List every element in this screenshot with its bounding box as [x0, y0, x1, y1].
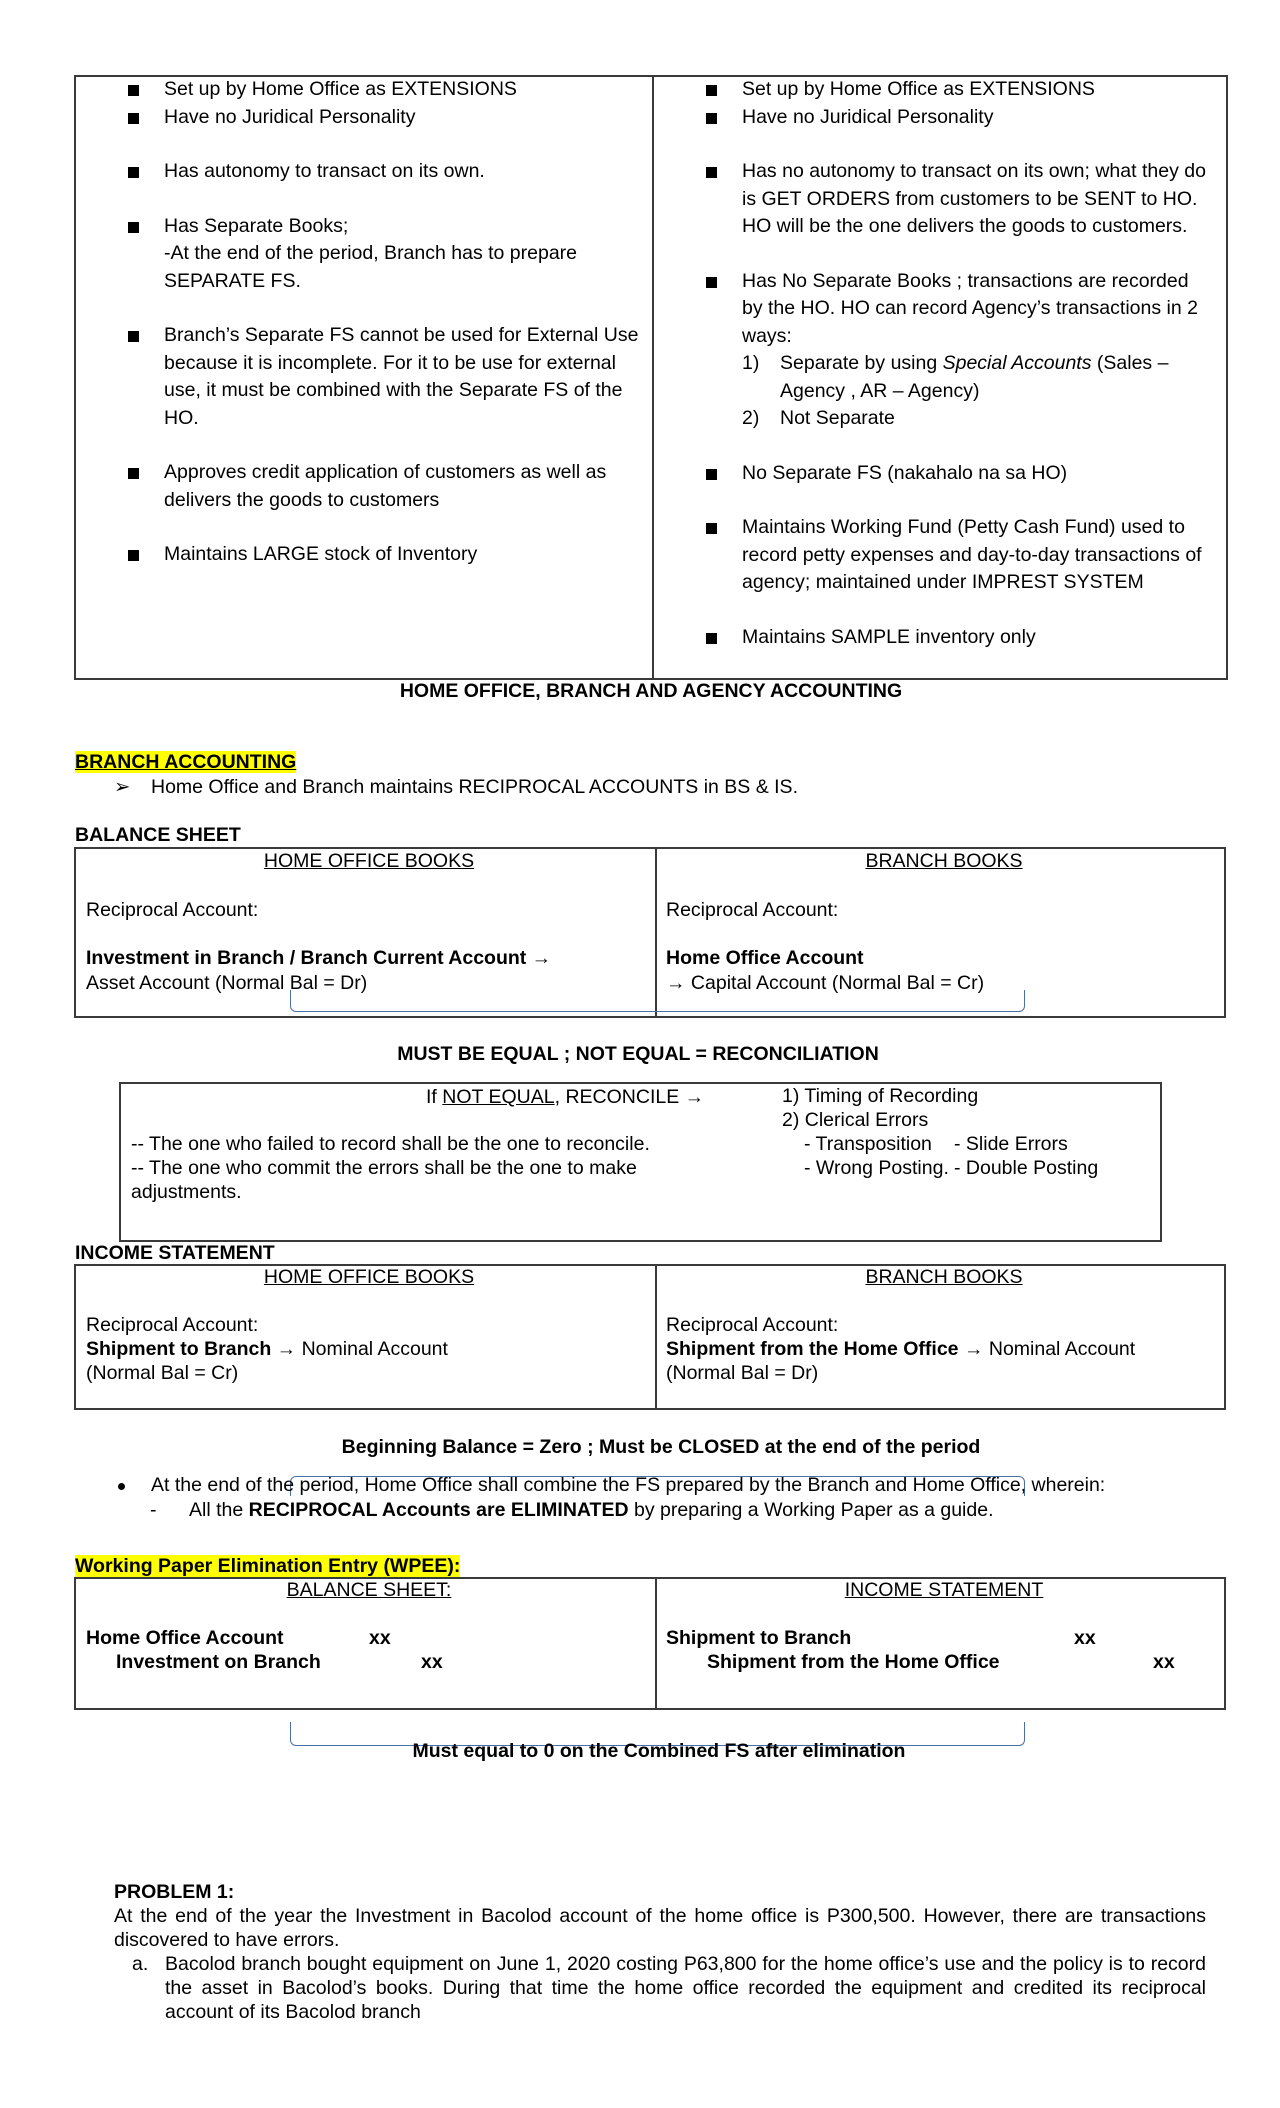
- list-item: Has No Separate Books ; transactions are recorded by the HO. HO can record Agency’s transactions in 2 ways: 1) Separate by using Special Accounts (Sales – Agency , AR – Agency) 2) Not Separate: [654, 268, 1226, 433]
- list-item: Have no Juridical Personality: [654, 104, 1226, 132]
- section-heading: BRANCH ACCOUNTING: [75, 751, 297, 773]
- wpee-heading: Working Paper Elimination Entry (WPEE):: [75, 1555, 461, 1577]
- reciprocal-label: Reciprocal Account:: [86, 1314, 259, 1336]
- journal-credit-line: Shipment from the Home Office xx: [707, 1651, 1175, 1673]
- list-item: Maintains LARGE stock of Inventory: [76, 541, 650, 569]
- income-statement-divider: [655, 1264, 657, 1410]
- list-item: Set up by Home Office as EXTENSIONS: [654, 76, 1226, 104]
- reciprocal-label: Reciprocal Account:: [666, 898, 839, 921]
- list-item: No Separate FS (nakahalo na sa HO): [654, 460, 1226, 488]
- beginning-balance-note: Beginning Balance = Zero ; Must be CLOSED at the end of the period: [341, 1436, 981, 1458]
- reconcile-causes: 1) Timing of Recording 2) Clerical Errors - Transposition - Slide Errors - Wrong Posting. - Double Posting: [782, 1085, 1099, 1179]
- list-item: Maintains Working Fund (Petty Cash Fund) used to record petty expenses and day-to-day transactions of agency; maintained under IMPREST SYSTEM: [654, 514, 1226, 597]
- balance-sheet-label: BALANCE SHEET: [75, 824, 241, 846]
- branch-books-cell: BRANCH BOOKS Reciprocal Account: Shipment from the Home Office → Nominal Account (Normal Bal = Dr): [666, 1265, 1222, 1385]
- reciprocal-account-name: Home Office Account: [666, 947, 864, 969]
- account-type: Asset Account (Normal Bal = Dr): [86, 971, 368, 994]
- branch-books-header: BRANCH BOOKS: [865, 850, 1023, 872]
- reciprocal-bullet: ➢ Home Office and Branch maintains RECIPROCAL ACCOUNTS in BS & IS.: [114, 774, 798, 802]
- branch-column: [76, 76, 650, 596]
- ho-books-header: HOME OFFICE BOOKS: [263, 1266, 475, 1288]
- elimination-note: Must equal to 0 on the Combined FS after elimination: [412, 1740, 906, 1762]
- wpee-is-header: INCOME STATEMENT: [844, 1579, 1044, 1601]
- wpee-income-statement-cell: [666, 1578, 1222, 1674]
- journal-debit-line: Home Office Account xx: [86, 1627, 391, 1649]
- wpee-bs-header: BALANCE SHEET:: [286, 1579, 452, 1601]
- reciprocal-label: Reciprocal Account:: [86, 898, 259, 921]
- problem-section: [114, 1880, 1206, 2024]
- must-equal-note: MUST BE EQUAL ; NOT EQUAL = RECONCILIATION: [397, 1043, 879, 1065]
- journal-debit-line: Shipment to Branch xx: [666, 1627, 1096, 1649]
- arrow-bullet-icon: ➢: [114, 776, 131, 798]
- normal-balance: (Normal Bal = Dr): [666, 1362, 819, 1384]
- bullet-dot-icon: [118, 1483, 125, 1490]
- list-item: Branch’s Separate FS cannot be used for External Use because it is incomplete. For it to be use for external use, it must be combined with the Separate FS of the HO.: [76, 322, 650, 432]
- account-type: → Capital Account (Normal Bal = Cr): [666, 971, 985, 994]
- reciprocal-account-name: Investment in Branch / Branch Current Account: [86, 947, 527, 969]
- reconcile-condition: If NOT EQUAL, RECONCILE →: [426, 1086, 705, 1108]
- list-item: Has no autonomy to transact on its own; what they do is GET ORDERS from customers to be SENT to HO. HO will be the one delivers the goods to customers.: [654, 158, 1226, 241]
- reconcile-rule-1: -- The one who failed to record shall be the one to reconcile.: [131, 1133, 650, 1155]
- reciprocal-label: Reciprocal Account:: [666, 1314, 839, 1336]
- agency-record-ways: [742, 350, 1206, 433]
- problem-item-a: a. Bacolod branch bought equipment on June 1, 2020 costing P63,800 for the home office’s use and the policy is to record the asset in Bacolod’s books. During that time the home office recorded the equipment and credited its reciprocal account of its Bacolod branch: [132, 1953, 1206, 2023]
- ho-books-cell: [86, 848, 652, 997]
- list-item: 1) Separate by using Special Accounts (Sales – Agency , AR – Agency): [742, 352, 1169, 402]
- journal-credit-line: Investment on Branch xx: [116, 1651, 443, 1673]
- comparison-caption: HOME OFFICE, BRANCH AND AGENCY ACCOUNTING: [399, 680, 903, 702]
- list-item: Has Separate Books; -At the end of the period, Branch has to prepare SEPARATE FS.: [76, 213, 650, 296]
- list-item: Approves credit application of customers as well as delivers the goods to customers: [76, 459, 650, 514]
- branch-books-header: BRANCH BOOKS: [865, 1266, 1023, 1288]
- reconcile-rules: [131, 1132, 701, 1204]
- problem-intro: At the end of the year the Investment in Bacolod account of the home office is P300,500. However, there are transactions discovered to have errors.: [114, 1905, 1206, 1951]
- agency-column: [654, 76, 1226, 678]
- reconcile-rule-2: -- The one who commit the errors shall be the one to make adjustments.: [131, 1157, 637, 1203]
- list-item: Maintains SAMPLE inventory only: [654, 624, 1226, 652]
- branch-books-cell: [666, 848, 1222, 997]
- wpee-balance-sheet-cell: [86, 1578, 652, 1674]
- normal-balance: (Normal Bal = Cr): [86, 1362, 239, 1384]
- list-item: Set up by Home Office as EXTENSIONS: [76, 76, 650, 104]
- reciprocal-account-name: Shipment from the Home Office: [666, 1338, 959, 1360]
- ho-books-header: HOME OFFICE BOOKS: [263, 850, 475, 872]
- list-item: 2) Not Separate: [742, 407, 895, 429]
- problem-title: PROBLEM 1:: [114, 1881, 235, 1903]
- income-statement-label: INCOME STATEMENT: [75, 1242, 275, 1264]
- right-arrow-icon: →: [526, 947, 552, 969]
- equal-bracket: [290, 990, 1025, 1012]
- reciprocal-account-name: Shipment to Branch: [86, 1338, 272, 1360]
- agency-characteristics-list: [654, 76, 1226, 651]
- list-item: Has autonomy to transact on its own.: [76, 158, 650, 186]
- ho-books-cell: HOME OFFICE BOOKS Reciprocal Account: Shipment to Branch → Nominal Account (Normal Bal = Cr): [86, 1265, 652, 1385]
- branch-characteristics-list: [76, 76, 650, 569]
- list-item: Have no Juridical Personality: [76, 104, 650, 132]
- combine-sub-item: - All the RECIPROCAL Accounts are ELIMINATED by preparing a Working Paper as a guide.: [150, 1499, 994, 1521]
- wpee-divider: [655, 1577, 657, 1710]
